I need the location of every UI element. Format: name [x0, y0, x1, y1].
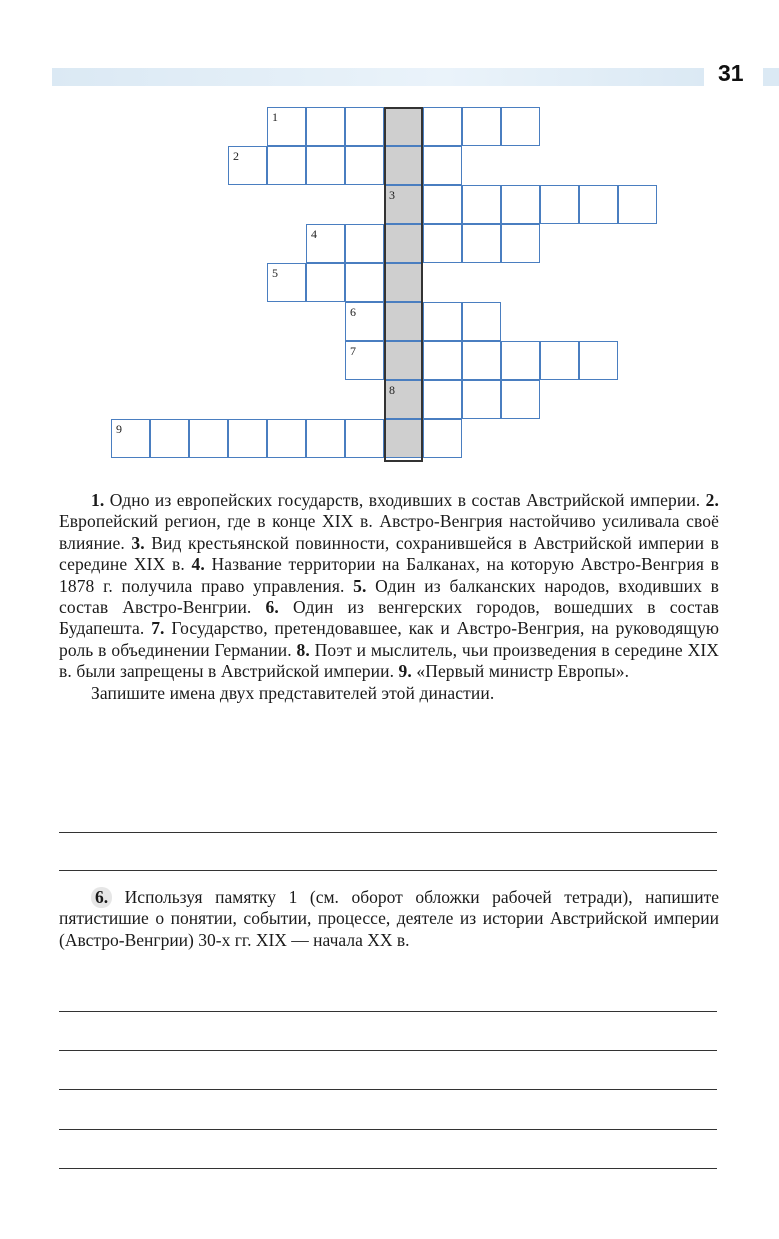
crossword-cell[interactable] [501, 380, 540, 419]
clue-number: 8. [296, 639, 310, 660]
crossword-cell[interactable] [423, 341, 462, 380]
crossword-cell[interactable] [423, 302, 462, 341]
crossword-cell[interactable] [345, 263, 384, 302]
clue-number: 6. [265, 597, 279, 618]
crossword-cell[interactable] [306, 263, 345, 302]
crossword-cell[interactable] [462, 224, 501, 263]
clue-text: Название территории на Балканах, на которую Австро-Венгрия в 1878 г. получила право управления. [59, 554, 720, 596]
crossword-cell[interactable] [384, 224, 423, 263]
crossword-cell[interactable] [384, 419, 423, 458]
answer-line[interactable] [59, 1011, 717, 1012]
crossword-cell[interactable] [423, 146, 462, 185]
crossword-cell[interactable] [579, 185, 618, 224]
task-6-text: Используя памятку 1 (см. оборот обложки рабочей тетради), напишите пятистишие о понятии, событии, процессе, деятеле из истории Австрийской империи (Австро-Венгрии) 30-х гг. XIX — начала XX в. [59, 887, 719, 950]
task-number-badge: 6. [91, 887, 112, 908]
task-6 [59, 887, 719, 951]
clues-block [59, 490, 719, 704]
page-number: 31 [718, 60, 744, 86]
crossword-cell[interactable] [501, 107, 540, 146]
crossword-clue-number: 5 [272, 266, 278, 280]
crossword-cell[interactable] [384, 146, 423, 185]
clue-text: Вид крестьянской повинности, сохранившейся в Австрийской империи в середине XIX в. [59, 532, 720, 575]
crossword-cell[interactable] [228, 146, 267, 185]
clue-number: 4. [191, 554, 205, 575]
clue-text: «Первый министр Европы». [411, 661, 630, 682]
clue-number: 1. [91, 490, 105, 510]
crossword-cell[interactable] [384, 380, 423, 419]
crossword-cell[interactable] [267, 146, 306, 185]
crossword-cell[interactable] [501, 224, 540, 263]
clue-number: 5. [353, 575, 367, 596]
crossword-cell[interactable] [150, 419, 189, 458]
crossword-cell[interactable] [345, 224, 384, 263]
clue-number: 9. [398, 661, 412, 682]
answer-line[interactable] [59, 1129, 717, 1130]
crossword-clue-number: 4 [311, 227, 317, 241]
clue-text: Один из балканских народов, входивших в состав Австро-Венгрии. [59, 575, 720, 618]
clues-paragraph [59, 490, 719, 683]
crossword-cell[interactable] [306, 224, 345, 263]
clue-text: Поэт и мыслитель, чьи произведения в середине XIX в. были запрещены в Австрийской империи. [59, 639, 719, 682]
crossword-clue-number: 9 [116, 422, 122, 436]
crossword-cell[interactable] [345, 146, 384, 185]
crossword-cell[interactable] [306, 107, 345, 146]
answer-line[interactable] [59, 870, 717, 871]
clue-text: Одно из европейских государств, входивших в состав Австрийской империи. [104, 490, 706, 510]
crossword-cell[interactable] [384, 302, 423, 341]
crossword-cell[interactable] [306, 419, 345, 458]
clue-text: Государство, претендовавшее, как и Австро-Венгрия, на руководящую роль в объединении Германии. [59, 618, 719, 660]
clue-number: 3. [131, 532, 145, 553]
crossword-cell[interactable] [345, 107, 384, 146]
crossword-cell[interactable] [423, 107, 462, 146]
crossword-cell[interactable] [345, 419, 384, 458]
crossword-cell[interactable] [384, 107, 423, 146]
crossword-cell[interactable] [384, 341, 423, 380]
crossword-cell[interactable] [384, 185, 423, 224]
crossword-cell[interactable] [462, 380, 501, 419]
crossword-cell[interactable] [423, 380, 462, 419]
crossword-cell[interactable] [501, 185, 540, 224]
crossword-cell[interactable] [228, 419, 267, 458]
crossword-cell[interactable] [462, 341, 501, 380]
crossword-cell[interactable] [267, 263, 306, 302]
crossword-cell[interactable] [111, 419, 150, 458]
crossword-cell[interactable] [345, 302, 384, 341]
clue-number: 7. [151, 618, 165, 639]
crossword-clue-number: 3 [389, 188, 395, 202]
crossword-cell[interactable] [423, 224, 462, 263]
clue-text: Один из венгерских городов, вошедших в состав Будапешта. [59, 597, 719, 639]
clue-text: Европейский регион, где в конце XIX в. Австро-Венгрия настойчиво усиливала своё влияние. [59, 511, 719, 553]
answer-line[interactable] [59, 1089, 717, 1090]
crossword-cell[interactable] [384, 263, 423, 302]
crossword-clue-number: 8 [389, 383, 395, 397]
crossword-cell[interactable] [540, 341, 579, 380]
crossword-clue-number: 2 [233, 149, 239, 163]
crossword-cell[interactable] [267, 419, 306, 458]
crossword-cell[interactable] [462, 302, 501, 341]
crossword-cell[interactable] [462, 185, 501, 224]
answer-line[interactable] [59, 832, 717, 833]
crossword-cell[interactable] [618, 185, 657, 224]
answer-line[interactable] [59, 1050, 717, 1051]
crossword-cell[interactable] [423, 419, 462, 458]
crossword-cell[interactable] [189, 419, 228, 458]
answer-line[interactable] [59, 1168, 717, 1169]
clue-number: 2. [705, 490, 719, 510]
instruction-text: Запишите имена двух представителей этой династии. [91, 682, 495, 703]
crossword-cell[interactable] [267, 107, 306, 146]
crossword-cell[interactable] [423, 185, 462, 224]
crossword-grid [0, 0, 779, 470]
crossword-cell[interactable] [579, 341, 618, 380]
crossword-cell[interactable] [501, 341, 540, 380]
crossword-clue-number: 7 [350, 344, 356, 358]
crossword-cell[interactable] [462, 107, 501, 146]
crossword-cell[interactable] [540, 185, 579, 224]
crossword-clue-number: 6 [350, 305, 356, 319]
crossword-cell[interactable] [306, 146, 345, 185]
crossword-cell[interactable] [345, 341, 384, 380]
crossword-clue-number: 1 [272, 110, 278, 124]
